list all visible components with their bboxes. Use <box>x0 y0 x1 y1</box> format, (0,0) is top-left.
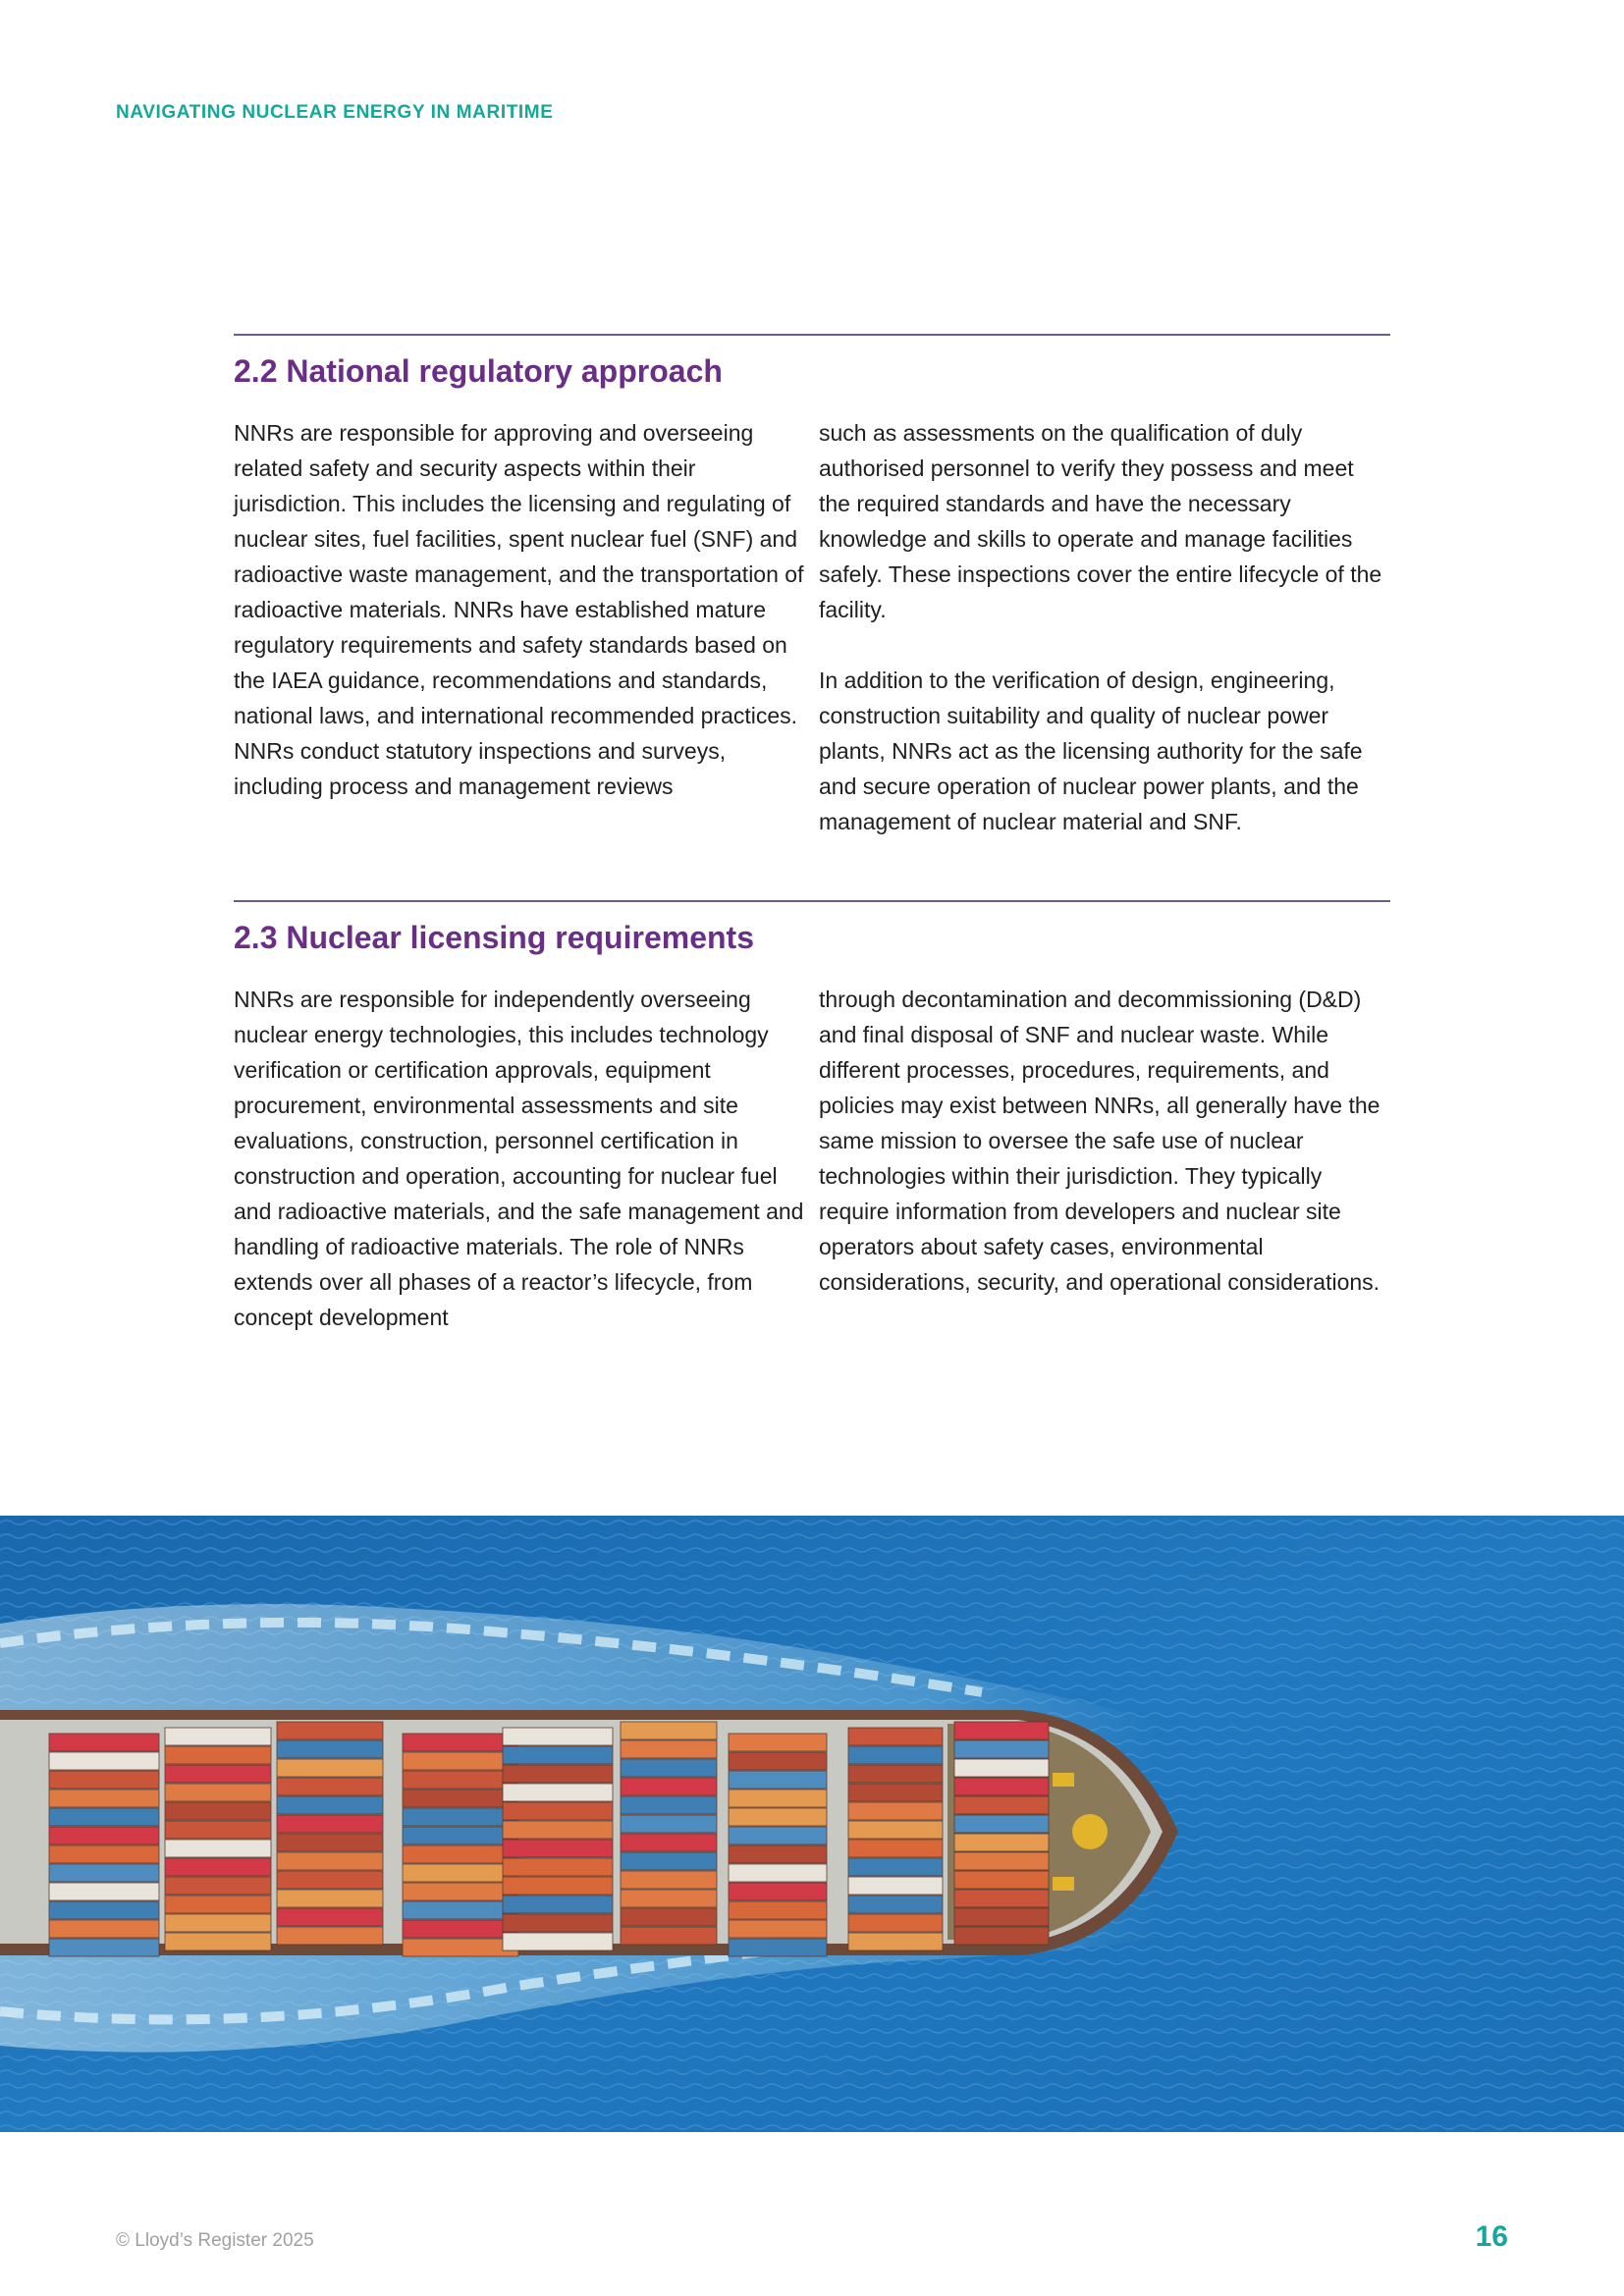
shipping-container <box>848 1877 943 1895</box>
shipping-container <box>954 1871 1049 1889</box>
shipping-container <box>403 1752 518 1770</box>
shipping-container <box>165 1914 271 1932</box>
shipping-container <box>621 1871 717 1889</box>
paragraph: such as assessments on the qualification of duly authorised personnel to verify they possess and meet the required standards and have the necessary knowledge and skills to operate and manage facilities safely. These inspections cover the entire lifecycle of the facility. <box>819 420 1382 623</box>
shipping-container <box>503 1746 613 1764</box>
shipping-container <box>503 1877 613 1895</box>
shipping-container <box>954 1890 1049 1907</box>
section-title: 2.2 National regulatory approach <box>234 353 723 389</box>
shipping-container <box>503 1914 613 1932</box>
shipping-container <box>277 1908 383 1926</box>
shipping-container <box>49 1827 159 1844</box>
shipping-container <box>277 1852 383 1870</box>
shipping-container <box>49 1920 159 1938</box>
shipping-container <box>729 1789 827 1807</box>
shipping-container <box>403 1827 518 1844</box>
shipping-container <box>848 1858 943 1876</box>
paragraph: In addition to the verification of design, engineering, construction suitability and quality of nuclear power plants, NNRs act as the licensing authority for the safe and secure operation of nuclear power plants, and the management of nuclear material and SNF. <box>819 667 1363 835</box>
shipping-container <box>503 1858 613 1876</box>
shipping-container <box>503 1802 613 1820</box>
shipping-container <box>165 1802 271 1820</box>
shipping-container <box>503 1821 613 1839</box>
shipping-container <box>403 1920 518 1938</box>
shipping-container <box>848 1840 943 1857</box>
shipping-container <box>165 1896 271 1913</box>
shipping-container <box>277 1890 383 1907</box>
shipping-container <box>729 1827 827 1844</box>
shipping-container <box>49 1901 159 1919</box>
shipping-container <box>165 1728 271 1745</box>
shipping-container <box>729 1734 827 1751</box>
shipping-container <box>621 1778 717 1795</box>
shipping-container <box>49 1939 159 1956</box>
shipping-container <box>503 1896 613 1913</box>
shipping-container <box>165 1746 271 1764</box>
shipping-container <box>848 1728 943 1745</box>
paragraph: NNRs are responsible for independently overseeing nuclear energy technologies, this includes technology verification or certification approvals, equipment procurement, environmental assessments and site evaluations, construction, personnel certification in construction and operation, accounting for nuclear fuel and radioactive materials, and the safe management and handling of radioactive materials. The role of NNRs extends over all phases of a reactor’s lifecycle, from concept development <box>234 987 804 1331</box>
shipping-container <box>503 1840 613 1857</box>
shipping-container <box>729 1939 827 1956</box>
page-number: 16 <box>1475 2220 1508 2253</box>
shipping-container <box>503 1728 613 1745</box>
section-divider <box>234 334 1390 336</box>
shipping-container <box>49 1883 159 1900</box>
shipping-container <box>954 1740 1049 1758</box>
shipping-container <box>403 1864 518 1882</box>
shipping-container <box>165 1821 271 1839</box>
shipping-container <box>848 1746 943 1764</box>
shipping-container <box>277 1815 383 1833</box>
shipping-container <box>403 1939 518 1956</box>
shipping-container <box>621 1759 717 1777</box>
shipping-container <box>954 1778 1049 1795</box>
text-columns <box>234 982 1390 1335</box>
shipping-container <box>621 1927 717 1945</box>
running-header: NAVIGATING NUCLEAR ENERGY IN MARITIME <box>116 102 554 123</box>
shipping-container <box>848 1933 943 1950</box>
shipping-container <box>49 1789 159 1807</box>
right-column <box>819 415 1390 839</box>
shipping-container <box>49 1771 159 1789</box>
shipping-container <box>729 1752 827 1770</box>
shipping-container <box>403 1771 518 1789</box>
shipping-container <box>403 1901 518 1919</box>
shipping-container <box>848 1821 943 1839</box>
shipping-container <box>49 1752 159 1770</box>
shipping-container <box>954 1852 1049 1870</box>
paragraph: NNRs are responsible for approving and overseeing related safety and security aspects within their jurisdiction. This includes the licensing and regulating of nuclear sites, fuel facilities, spent nuclear fuel (SNF) and radioactive waste management, and the transportation of radioactive materials. NNRs have established mature regulatory requirements and safety standards based on the IAEA guidance, recommendations and standards, national laws, and international recommended practices. NNRs conduct statutory inspections and surveys, including process and management reviews <box>234 420 804 800</box>
shipping-container <box>621 1796 717 1814</box>
shipping-container <box>49 1864 159 1882</box>
shipping-container <box>403 1883 518 1900</box>
shipping-container <box>848 1802 943 1820</box>
shipping-container <box>621 1852 717 1870</box>
section-title: 2.3 Nuclear licensing requirements <box>234 920 754 955</box>
shipping-container <box>621 1722 717 1739</box>
shipping-container <box>277 1722 383 1739</box>
section-national-regulatory-approach <box>234 334 1390 839</box>
shipping-container <box>277 1778 383 1795</box>
shipping-container <box>165 1840 271 1857</box>
shipping-container <box>403 1734 518 1751</box>
shipping-container <box>165 1877 271 1895</box>
shipping-container <box>621 1890 717 1907</box>
shipping-container <box>848 1896 943 1913</box>
shipping-container <box>729 1920 827 1938</box>
shipping-container <box>277 1871 383 1889</box>
shipping-container <box>848 1914 943 1932</box>
shipping-container <box>165 1933 271 1950</box>
shipping-container <box>848 1765 943 1783</box>
shipping-container <box>49 1845 159 1863</box>
shipping-container <box>848 1784 943 1801</box>
shipping-container <box>954 1759 1049 1777</box>
left-column <box>234 982 805 1335</box>
shipping-container <box>954 1834 1049 1851</box>
shipping-container <box>729 1883 827 1900</box>
shipping-container <box>954 1908 1049 1926</box>
shipping-container <box>165 1784 271 1801</box>
section-divider <box>234 900 1390 902</box>
container-ship-photo <box>0 1516 1624 2132</box>
shipping-container <box>729 1771 827 1789</box>
shipping-container <box>165 1858 271 1876</box>
shipping-container <box>49 1734 159 1751</box>
section-nuclear-licensing-requirements <box>234 900 1390 1335</box>
shipping-container <box>165 1765 271 1783</box>
shipping-container <box>954 1815 1049 1833</box>
shipping-container <box>277 1740 383 1758</box>
shipping-container <box>503 1765 613 1783</box>
text-columns <box>234 415 1390 839</box>
paragraph: through decontamination and decommissioning (D&D) and final disposal of SNF and nuclear waste. While different processes, procedures, requirements, and policies may exist between NNRs, all generally have the same mission to oversee the safe use of nuclear technologies within their jurisdiction. They typically require information from developers and nuclear site operators about safety cases, environmental considerations, security, and operational considerations. <box>819 987 1380 1296</box>
right-column <box>819 982 1390 1335</box>
shipping-container <box>503 1784 613 1801</box>
shipping-container <box>954 1722 1049 1739</box>
shipping-container <box>954 1927 1049 1945</box>
shipping-container <box>729 1808 827 1826</box>
shipping-container <box>277 1796 383 1814</box>
shipping-container <box>277 1834 383 1851</box>
shipping-container <box>621 1740 717 1758</box>
shipping-container <box>954 1796 1049 1814</box>
shipping-container <box>49 1808 159 1826</box>
shipping-container <box>729 1864 827 1882</box>
shipping-container <box>621 1815 717 1833</box>
shipping-container <box>403 1845 518 1863</box>
shipping-container <box>277 1759 383 1777</box>
shipping-container <box>277 1927 383 1945</box>
shipping-container <box>503 1933 613 1950</box>
shipping-container <box>621 1908 717 1926</box>
shipping-container <box>729 1901 827 1919</box>
shipping-container <box>403 1808 518 1826</box>
shipping-container <box>729 1845 827 1863</box>
shipping-container <box>403 1789 518 1807</box>
left-column <box>234 415 805 839</box>
copyright-text: © Lloyd’s Register 2025 <box>116 2230 314 2251</box>
shipping-container <box>621 1834 717 1851</box>
